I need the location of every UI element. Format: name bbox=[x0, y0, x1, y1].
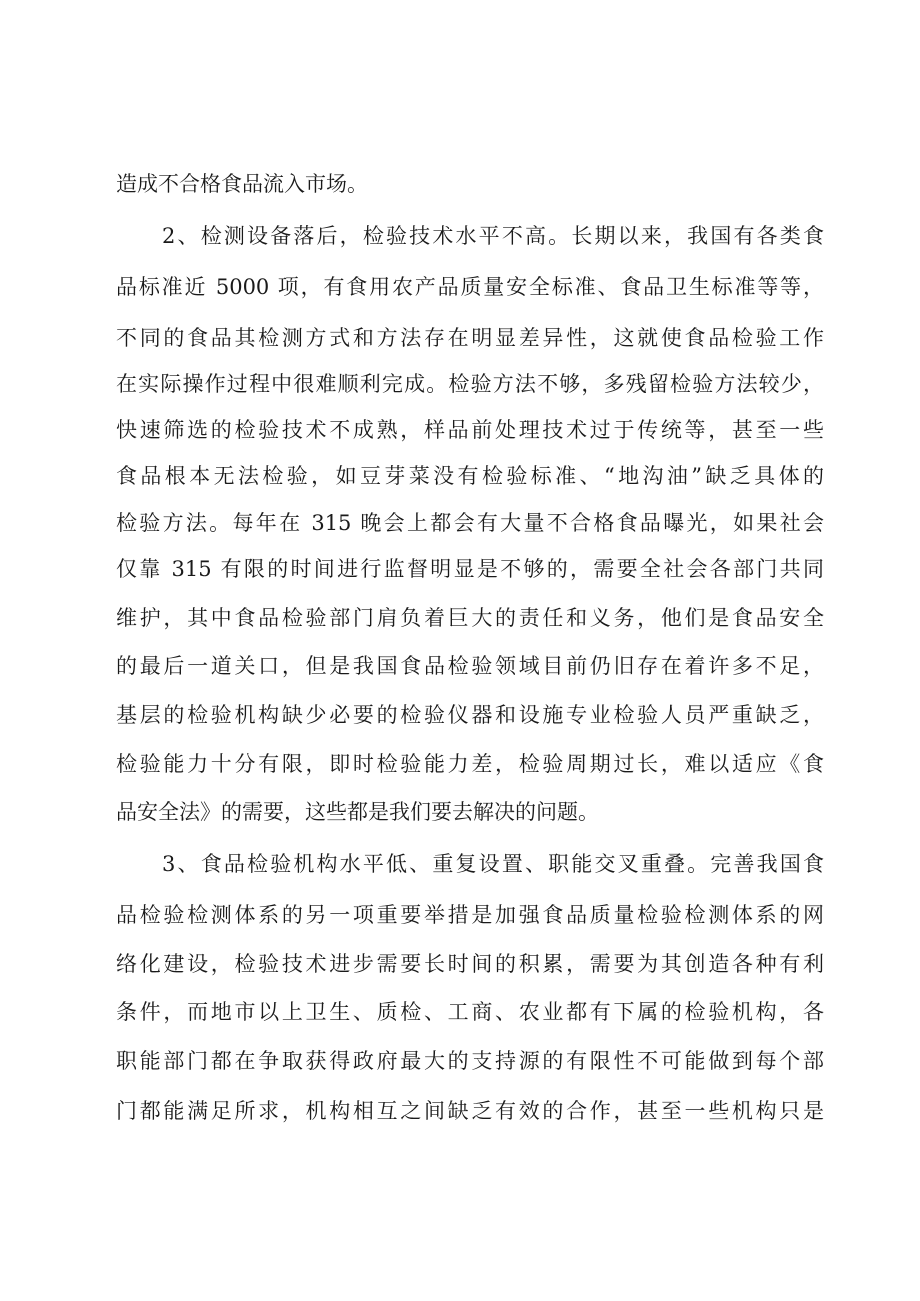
text-line: 维护，其中食品检验部门肩负着巨大的责任和义务，他们是食品安全 bbox=[116, 606, 824, 630]
text-line: 的最后一道关口，但是我国食品检验领域目前仍旧存在着许多不足， bbox=[116, 654, 824, 678]
text-line: 品标准近 5000 项，有食用农产品质量安全标准、食品卫生标准等等， bbox=[116, 275, 824, 299]
text-line: 不同的食品其检测方式和方法存在明显差异性，这就使食品检验工作 bbox=[116, 326, 824, 350]
text-line: 门都能满足所求，机构相互之间缺乏有效的合作，甚至一些机构只是 bbox=[116, 1099, 824, 1123]
text-line: 在实际操作过程中很难顺利完成。检验方法不够，多残留检验方法较少， bbox=[116, 372, 824, 396]
text-line: 络化建设，检验技术进步需要长时间的积累，需要为其创造各种有利 bbox=[116, 952, 824, 976]
text-line: 检验能力十分有限，即时检验能力差，检验周期过长，难以适应《食 bbox=[116, 752, 824, 776]
text-line: 快速筛选的检验技术不成熟，样品前处理技术过于传统等，甚至一些 bbox=[116, 418, 824, 442]
text-line: 造成不合格食品流入市场。 bbox=[116, 172, 368, 196]
text-line: 检验方法。每年在 315 晚会上都会有大量不合格食品曝光，如果社会 bbox=[116, 511, 824, 535]
text-line: 品检验检测体系的另一项重要举措是加强食品质量检验检测体系的网 bbox=[116, 903, 824, 927]
text-line: 2、检测设备落后，检验技术水平不高。长期以来，我国有各类食 bbox=[162, 224, 824, 248]
text-line: 基层的检验机构缺少必要的检验仪器和设施专业检验人员严重缺乏， bbox=[116, 703, 824, 727]
text-line: 仅靠 315 有限的时间进行监督明显是不够的，需要全社会各部门共同 bbox=[116, 557, 824, 581]
text-line: 条件，而地市以上卫生、质检、工商、农业都有下属的检验机构，各 bbox=[116, 1000, 824, 1024]
text-line: 食品根本无法检验，如豆芽菜没有检验标准、“地沟油”缺乏具体的 bbox=[116, 464, 824, 488]
text-line: 3、食品检验机构水平低、重复设置、职能交叉重叠。完善我国食 bbox=[162, 852, 824, 876]
text-line: 品安全法》的需要，这些都是我们要去解决的问题。 bbox=[116, 800, 599, 824]
text-line: 职能部门都在争取获得政府最大的支持源的有限性不可能做到每个部 bbox=[116, 1049, 824, 1073]
